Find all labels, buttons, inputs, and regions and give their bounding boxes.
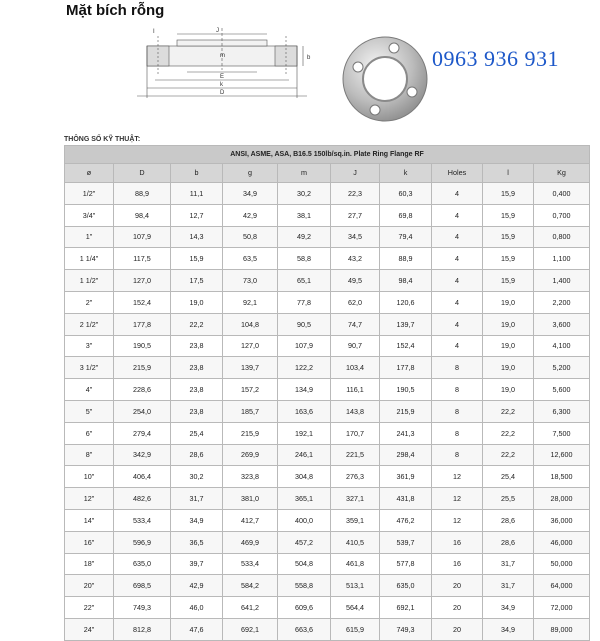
table-cell: 12 — [432, 488, 483, 510]
table-cell: 4 — [432, 183, 483, 205]
dim-label-k: k — [220, 82, 223, 88]
table-cell: 254,0 — [114, 400, 171, 422]
table-row — [65, 531, 590, 553]
table-cell: 0,800 — [534, 226, 590, 248]
table-cell: 47,6 — [171, 618, 223, 640]
table-cell: 50,000 — [534, 553, 590, 575]
table-cell: 3/4" — [65, 204, 114, 226]
col-header: J — [331, 164, 380, 183]
table-cell: 88,9 — [114, 183, 171, 205]
table-cell: 4 — [432, 335, 483, 357]
table-cell: 577,8 — [380, 553, 432, 575]
table-cell: 215,9 — [114, 357, 171, 379]
table-cell: 79,4 — [380, 226, 432, 248]
table-cell: 4 — [432, 291, 483, 313]
table-row — [65, 313, 590, 335]
table-cell: 533,4 — [223, 553, 278, 575]
table-cell: 139,7 — [380, 313, 432, 335]
table-cell: 8 — [432, 379, 483, 401]
table-cell: 7,500 — [534, 422, 590, 444]
table-row — [65, 248, 590, 270]
dim-label-j: J — [216, 28, 219, 34]
table-cell: 19,0 — [483, 313, 534, 335]
table-cell: 381,0 — [223, 488, 278, 510]
table-cell: 65,1 — [278, 270, 331, 292]
table-cell: 400,0 — [278, 509, 331, 531]
table-cell: 43,2 — [331, 248, 380, 270]
col-header: D — [114, 164, 171, 183]
table-cell: 8 — [432, 444, 483, 466]
table-cell: 533,4 — [114, 509, 171, 531]
table-row — [65, 379, 590, 401]
table-cell: 221,5 — [331, 444, 380, 466]
table-cell: 31,7 — [483, 575, 534, 597]
dim-label-e: E — [220, 74, 225, 80]
table-cell: 6,300 — [534, 400, 590, 422]
table-cell: 276,3 — [331, 466, 380, 488]
table-cell: 564,4 — [331, 597, 380, 619]
table-cell: 10" — [65, 466, 114, 488]
table-cell: 8 — [432, 400, 483, 422]
table-row — [65, 575, 590, 597]
table-cell: 5,200 — [534, 357, 590, 379]
table-cell: 14" — [65, 509, 114, 531]
table-cell: 49,2 — [278, 226, 331, 248]
table-cell: 609,6 — [278, 597, 331, 619]
table-row — [65, 270, 590, 292]
table-cell: 635,0 — [114, 553, 171, 575]
table-cell: 31,7 — [171, 488, 223, 510]
table-cell: 749,3 — [114, 597, 171, 619]
table-cell: 134,9 — [278, 379, 331, 401]
table-cell: 92,1 — [223, 291, 278, 313]
table-cell: 22,3 — [331, 183, 380, 205]
table-cell: 28,6 — [171, 444, 223, 466]
table-cell: 42,9 — [171, 575, 223, 597]
table-cell: 412,7 — [223, 509, 278, 531]
table-cell: 74,7 — [331, 313, 380, 335]
table-cell: 98,4 — [380, 270, 432, 292]
table-cell: 25,4 — [483, 466, 534, 488]
table-cell: 663,6 — [278, 618, 331, 640]
table-row — [65, 291, 590, 313]
table-cell: 6" — [65, 422, 114, 444]
table-cell: 5,600 — [534, 379, 590, 401]
table-cell: 190,5 — [114, 335, 171, 357]
table-cell: 34,9 — [483, 597, 534, 619]
table-cell: 152,4 — [114, 291, 171, 313]
table-cell: 28,6 — [483, 531, 534, 553]
page-title: Mặt bích rỗng — [66, 2, 165, 19]
table-cell: 20 — [432, 618, 483, 640]
table-cell: 15,9 — [483, 204, 534, 226]
table-row — [65, 553, 590, 575]
table-row — [65, 488, 590, 510]
table-cell: 34,5 — [331, 226, 380, 248]
table-cell: 103,4 — [331, 357, 380, 379]
table-cell: 38,1 — [278, 204, 331, 226]
table-cell: 89,000 — [534, 618, 590, 640]
table-cell: 558,8 — [278, 575, 331, 597]
table-cell: 73,0 — [223, 270, 278, 292]
table-cell: 98,4 — [114, 204, 171, 226]
table-cell: 8" — [65, 444, 114, 466]
table-row — [65, 226, 590, 248]
dim-label-b: b — [307, 55, 311, 61]
table-cell: 90,7 — [331, 335, 380, 357]
spec-table-caption: ANSI, ASME, ASA, B16.5 150lb/sq.in. Plate Ring Flange RF — [65, 146, 590, 164]
table-cell: 34,9 — [171, 509, 223, 531]
table-cell: 25,4 — [171, 422, 223, 444]
table-cell: 34,9 — [483, 618, 534, 640]
table-cell: 1,100 — [534, 248, 590, 270]
table-cell: 12,7 — [171, 204, 223, 226]
table-cell: 34,9 — [223, 183, 278, 205]
table-row — [65, 422, 590, 444]
dim-label-m: m — [220, 53, 225, 59]
table-cell: 22" — [65, 597, 114, 619]
table-cell: 107,9 — [114, 226, 171, 248]
table-cell: 15,9 — [483, 226, 534, 248]
col-header: k — [380, 164, 432, 183]
table-row — [65, 357, 590, 379]
table-cell: 185,7 — [223, 400, 278, 422]
flange-section-drawing — [125, 22, 325, 104]
table-cell: 46,000 — [534, 531, 590, 553]
flange-photo — [340, 34, 430, 124]
table-cell: 4 — [432, 313, 483, 335]
table-cell: 215,9 — [380, 400, 432, 422]
table-cell: 77,8 — [278, 291, 331, 313]
table-cell: 3 1/2" — [65, 357, 114, 379]
table-cell: 139,7 — [223, 357, 278, 379]
table-row — [65, 183, 590, 205]
col-header: Kg — [534, 164, 590, 183]
table-cell: 692,1 — [223, 618, 278, 640]
table-cell: 50,8 — [223, 226, 278, 248]
table-cell: 342,9 — [114, 444, 171, 466]
table-cell: 107,9 — [278, 335, 331, 357]
table-row — [65, 466, 590, 488]
table-cell: 116,1 — [331, 379, 380, 401]
table-cell: 12,600 — [534, 444, 590, 466]
table-cell: 49,5 — [331, 270, 380, 292]
table-cell: 12 — [432, 466, 483, 488]
table-cell: 42,9 — [223, 204, 278, 226]
table-cell: 8 — [432, 357, 483, 379]
table-cell: 279,4 — [114, 422, 171, 444]
table-cell: 539,7 — [380, 531, 432, 553]
table-row — [65, 509, 590, 531]
col-header: b — [171, 164, 223, 183]
dim-label-i: I — [153, 29, 155, 35]
table-cell: 298,4 — [380, 444, 432, 466]
table-cell: 22,2 — [171, 313, 223, 335]
col-header: l — [483, 164, 534, 183]
table-cell: 2,200 — [534, 291, 590, 313]
table-cell: 23,8 — [171, 379, 223, 401]
table-cell: 22,2 — [483, 422, 534, 444]
table-cell: 327,1 — [331, 488, 380, 510]
table-cell: 64,000 — [534, 575, 590, 597]
table-cell: 3" — [65, 335, 114, 357]
col-header: g — [223, 164, 278, 183]
table-cell: 127,0 — [114, 270, 171, 292]
table-cell: 406,4 — [114, 466, 171, 488]
table-cell: 584,2 — [223, 575, 278, 597]
table-cell: 25,5 — [483, 488, 534, 510]
table-cell: 323,8 — [223, 466, 278, 488]
table-cell: 20 — [432, 597, 483, 619]
table-row — [65, 400, 590, 422]
table-cell: 16" — [65, 531, 114, 553]
table-cell: 20" — [65, 575, 114, 597]
table-cell: 482,6 — [114, 488, 171, 510]
table-cell: 635,0 — [380, 575, 432, 597]
table-cell: 228,6 — [114, 379, 171, 401]
table-cell: 120,6 — [380, 291, 432, 313]
table-cell: 62,0 — [331, 291, 380, 313]
table-cell: 513,1 — [331, 575, 380, 597]
table-cell: 1/2" — [65, 183, 114, 205]
table-cell: 39,7 — [171, 553, 223, 575]
table-cell: 23,8 — [171, 400, 223, 422]
table-cell: 88,9 — [380, 248, 432, 270]
table-cell: 0,700 — [534, 204, 590, 226]
table-row — [65, 444, 590, 466]
table-cell: 190,5 — [380, 379, 432, 401]
table-cell: 476,2 — [380, 509, 432, 531]
table-cell: 177,8 — [114, 313, 171, 335]
table-cell: 90,5 — [278, 313, 331, 335]
table-cell: 361,9 — [380, 466, 432, 488]
table-cell: 2 1/2" — [65, 313, 114, 335]
col-header: ø — [65, 164, 114, 183]
table-cell: 2" — [65, 291, 114, 313]
table-cell: 4 — [432, 248, 483, 270]
table-cell: 22,2 — [483, 444, 534, 466]
table-cell: 28,6 — [483, 509, 534, 531]
table-cell: 36,000 — [534, 509, 590, 531]
table-cell: 30,2 — [278, 183, 331, 205]
spec-section-label: THÔNG SỐ KỸ THUẬT: — [64, 136, 141, 143]
table-row — [65, 618, 590, 640]
table-cell: 27,7 — [331, 204, 380, 226]
col-header: m — [278, 164, 331, 183]
table-cell: 15,9 — [483, 248, 534, 270]
table-cell: 152,4 — [380, 335, 432, 357]
table-cell: 157,2 — [223, 379, 278, 401]
table-cell: 18" — [65, 553, 114, 575]
table-cell: 359,1 — [331, 509, 380, 531]
table-cell: 31,7 — [483, 553, 534, 575]
table-cell: 461,8 — [331, 553, 380, 575]
table-cell: 698,5 — [114, 575, 171, 597]
table-cell: 15,9 — [483, 270, 534, 292]
table-cell: 19,0 — [171, 291, 223, 313]
table-cell: 58,8 — [278, 248, 331, 270]
table-cell: 431,8 — [380, 488, 432, 510]
table-cell: 30,2 — [171, 466, 223, 488]
table-cell: 19,0 — [483, 357, 534, 379]
table-row — [65, 335, 590, 357]
table-cell: 19,0 — [483, 335, 534, 357]
table-cell: 177,8 — [380, 357, 432, 379]
table-cell: 19,0 — [483, 379, 534, 401]
table-cell: 15,9 — [483, 183, 534, 205]
table-cell: 143,8 — [331, 400, 380, 422]
table-cell: 4 — [432, 270, 483, 292]
table-cell: 23,8 — [171, 335, 223, 357]
table-cell: 72,000 — [534, 597, 590, 619]
table-cell: 170,7 — [331, 422, 380, 444]
table-cell: 69,8 — [380, 204, 432, 226]
table-cell: 8 — [432, 422, 483, 444]
table-cell: 457,2 — [278, 531, 331, 553]
table-cell: 749,3 — [380, 618, 432, 640]
col-header: Holes — [432, 164, 483, 183]
table-cell: 1,400 — [534, 270, 590, 292]
table-cell: 28,000 — [534, 488, 590, 510]
table-cell: 3,600 — [534, 313, 590, 335]
spec-table-header — [65, 164, 590, 183]
table-cell: 596,9 — [114, 531, 171, 553]
table-cell: 215,9 — [223, 422, 278, 444]
table-cell: 16 — [432, 531, 483, 553]
table-cell: 11,1 — [171, 183, 223, 205]
table-cell: 163,6 — [278, 400, 331, 422]
table-cell: 1 1/2" — [65, 270, 114, 292]
table-cell: 36,5 — [171, 531, 223, 553]
table-cell: 269,9 — [223, 444, 278, 466]
table-cell: 14,3 — [171, 226, 223, 248]
table-cell: 1" — [65, 226, 114, 248]
table-cell: 4 — [432, 226, 483, 248]
table-cell: 4 — [432, 204, 483, 226]
table-cell: 504,8 — [278, 553, 331, 575]
table-cell: 12" — [65, 488, 114, 510]
spec-table — [64, 145, 590, 641]
table-cell: 24" — [65, 618, 114, 640]
table-cell: 127,0 — [223, 335, 278, 357]
table-cell: 122,2 — [278, 357, 331, 379]
table-cell: 117,5 — [114, 248, 171, 270]
table-cell: 19,0 — [483, 291, 534, 313]
table-cell: 60,3 — [380, 183, 432, 205]
table-cell: 469,9 — [223, 531, 278, 553]
table-cell: 63,5 — [223, 248, 278, 270]
table-row — [65, 204, 590, 226]
table-cell: 20 — [432, 575, 483, 597]
table-cell: 4" — [65, 379, 114, 401]
table-cell: 23,8 — [171, 357, 223, 379]
table-cell: 641,2 — [223, 597, 278, 619]
table-cell: 4,100 — [534, 335, 590, 357]
table-cell: 16 — [432, 553, 483, 575]
table-cell: 17,5 — [171, 270, 223, 292]
phone-number: 0963 936 931 — [432, 46, 559, 71]
table-cell: 18,500 — [534, 466, 590, 488]
table-cell: 12 — [432, 509, 483, 531]
table-cell: 0,400 — [534, 183, 590, 205]
table-cell: 241,3 — [380, 422, 432, 444]
table-cell: 304,8 — [278, 466, 331, 488]
table-cell: 22,2 — [483, 400, 534, 422]
table-cell: 15,9 — [171, 248, 223, 270]
table-cell: 104,8 — [223, 313, 278, 335]
table-cell: 812,8 — [114, 618, 171, 640]
table-cell: 5" — [65, 400, 114, 422]
table-cell: 365,1 — [278, 488, 331, 510]
table-cell: 692,1 — [380, 597, 432, 619]
table-cell: 46,0 — [171, 597, 223, 619]
table-cell: 246,1 — [278, 444, 331, 466]
table-cell: 410,5 — [331, 531, 380, 553]
dim-label-d: D — [220, 90, 225, 96]
table-cell: 1 1/4" — [65, 248, 114, 270]
table-cell: 615,9 — [331, 618, 380, 640]
table-cell: 192,1 — [278, 422, 331, 444]
